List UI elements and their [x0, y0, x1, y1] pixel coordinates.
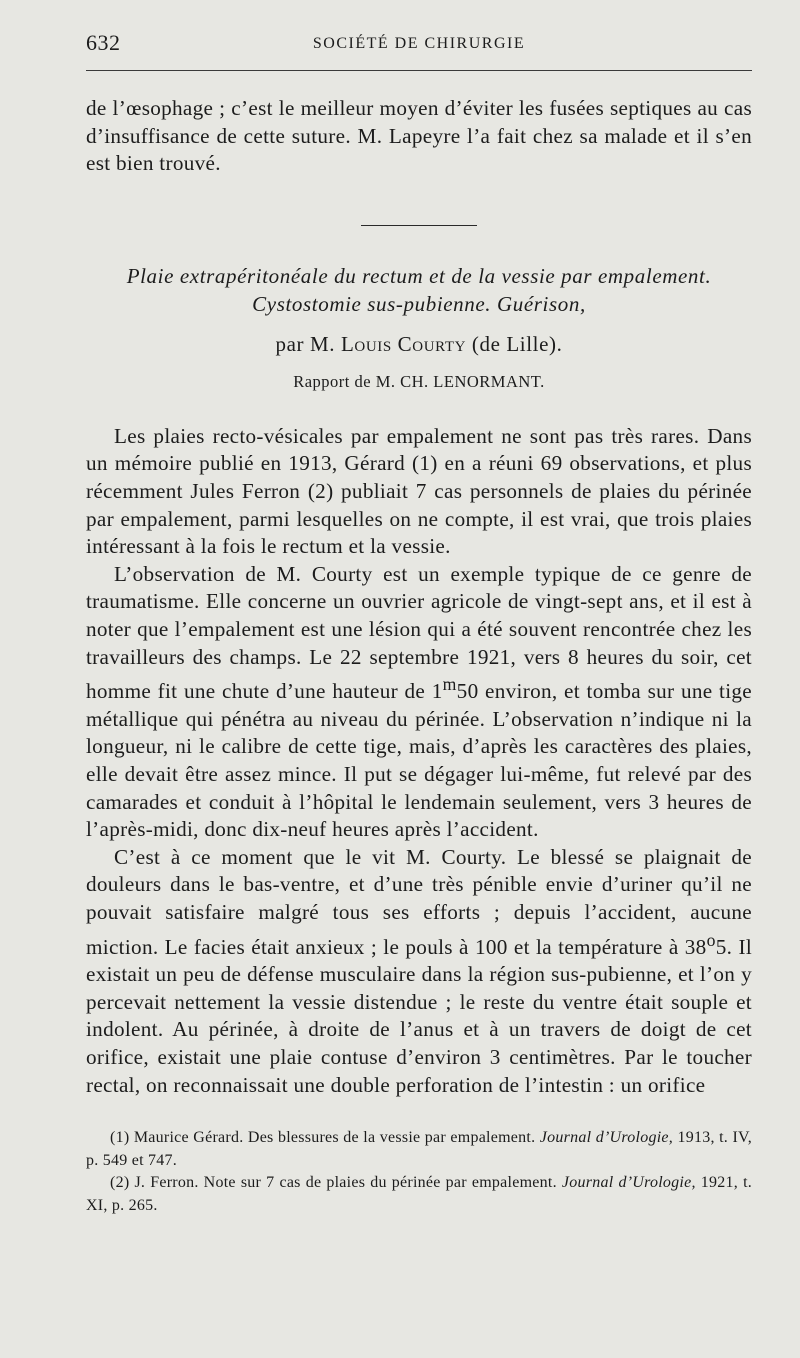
footnote-1	[86, 1127, 752, 1172]
body-paragraph-3	[86, 844, 752, 1099]
p3-text-b: 5. Il existait un peu de défense musculaire dans la région sus-pubienne, et l’on y percevait nettement la vessie distendue ; le reste du ventre était souple et indolent. Au périnée, à droite de l’anus et à un travers de doigt de cet orifice, existait une plaie contuse d’environ 3 centimètres. Par le toucher rectal, on reconnaissait une double perforation de l’intestin : un orifice	[86, 934, 752, 1097]
page-header	[86, 0, 752, 60]
p2-text-a: L’observation de M. Courty est un exemple typique de ce genre de traumatisme. Elle concerne un ouvrier agricole de vingt-sept ans, et il est à noter que l’empalement est une lésion qui a été souvent rencontrée chez les travailleurs des champs. Le 22 septembre 1921, vers 8 heures du soir, cet homme fit une chute d’une hauteur de 1	[86, 561, 752, 704]
section-separator	[361, 225, 477, 226]
running-head: SOCIÉTÉ DE CHIRURGIE	[312, 35, 526, 52]
byline-prefix: par M.	[275, 331, 336, 356]
footnote-2	[86, 1172, 752, 1217]
footnote-1-text: (1) Maurice Gérard. Des blessures de la vessie par empalement.	[110, 1129, 536, 1147]
continuation-paragraph: de l’œsophage ; c’est le meilleur moyen d’éviter les fusées septiques au cas d’insuffisance de cette suture. M. Lapeyre l’a fait chez sa malade et il s’en est bien trouvé.	[86, 96, 752, 176]
body-paragraph-1: Les plaies recto-vésicales par empalement ne sont pas très rares. Dans un mémoire publié en 1913, Gérard (1) en a réuni 69 observations, et plus récemment Jules Ferron (2) publiait 7 cas personnels de plaies du périnée par empalement, parmi lesquelles on ne compte, il est vrai, que trois plaies intéressant à la fois le rectum et la vessie.	[86, 423, 752, 559]
author-name: Louis Courty	[340, 331, 467, 356]
p3-superscript: o	[706, 929, 716, 950]
report-line: Rapport de M. CH. LENORMANT.	[293, 371, 545, 391]
body-paragraph-2	[86, 561, 752, 844]
footnote-2-journal: Journal d’Urologie,	[561, 1174, 696, 1192]
p2-superscript: m	[442, 674, 457, 695]
page-number: 632	[86, 30, 121, 55]
article-title: Plaie extrapéritonéale du rectum et de la vessie par empalement. Cystostomie sus-pubienne. Guérison,	[126, 263, 712, 316]
footnote-1-ref: 1913, t. IV, p. 549 et 747.	[86, 1129, 753, 1169]
header-rule	[86, 70, 752, 71]
footnotes	[86, 1127, 752, 1217]
footnote-2-text: (2) J. Ferron. Note sur 7 cas de plaies du périnée par empalement.	[110, 1174, 557, 1192]
p3-text-a: C’est à ce moment que le vit M. Courty. Le blessé se plaignait de douleurs dans le bas-ventre, et d’une très pénible envie d’uriner qu’il ne pouvait satisfaire malgré tous ses efforts ; depuis l’accident, aucune miction. Le facies était anxieux ; le pouls à 100 et la température à 38	[86, 844, 752, 959]
p2-text-b: 50 environ, et tomba sur une tige métallique qui pénétra au niveau du périnée. L’observation n’indique ni la longueur, ni le calibre de cette tige, mais, d’après les caractères des plaies, elle devait être assez mince. Il put se dégager lui-même, fut relevé par des camarades et conduit à l’hôpital le lendemain seulement, vers 3 heures de l’après-midi, donc dix-neuf heures après l’accident.	[86, 679, 752, 842]
article-byline	[86, 330, 752, 358]
footnote-2-ref: 1921, t. XI, p. 265.	[86, 1174, 753, 1214]
byline-suffix: (de Lille).	[471, 331, 563, 356]
footnote-1-journal: Journal d’Urologie,	[539, 1129, 673, 1147]
